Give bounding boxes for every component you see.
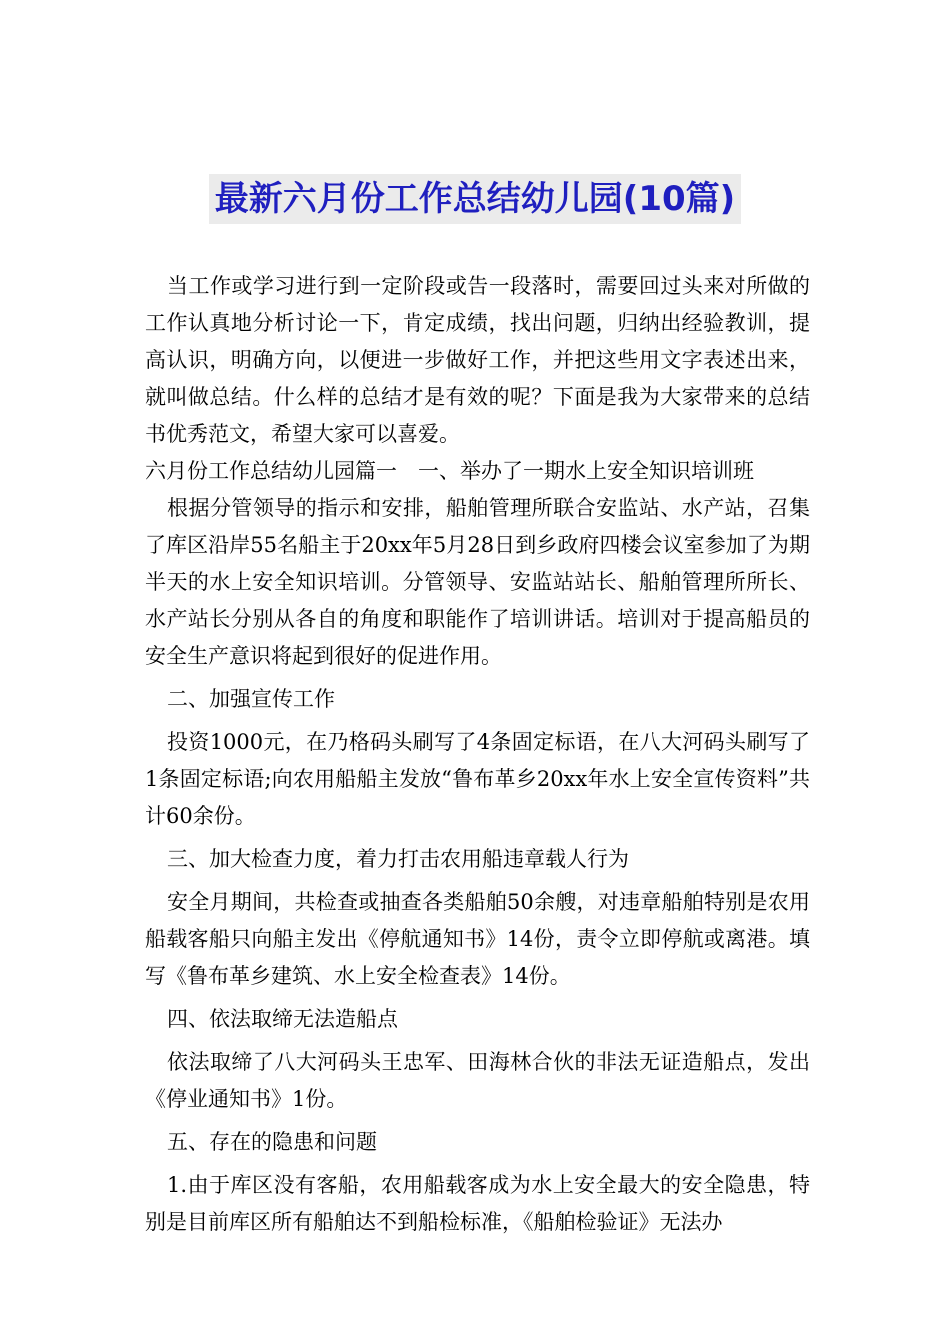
section-heading-3: 三、加大检查力度，着力打击农用船违章载人行为 xyxy=(167,847,630,871)
section-heading-5: 五、存在的隐患和问题 xyxy=(167,1130,378,1154)
paragraph-publicity: 投资1000元，在乃格码头刷写了4条固定标语，在八大河码头刷写了1条固定标语;向农用船船主发放“鲁布革乡20xx年水上安全宣传资料”共计60余份。 xyxy=(145,730,810,828)
section-heading-1: 六月份工作总结幼儿园篇一 一、举办了一期水上安全知识培训班 xyxy=(145,459,754,483)
intro-paragraph: 当工作或学习进行到一定阶段或告一段落时，需要回过头来对所做的工作认真地分析讨论一下，肯定成绩，找出问题，归纳出经验教训，提高认识，明确方向，以便进一步做好工作，并把这些用文字表述出来，就叫做总结。什么样的总结才是有效的呢？下面是我为大家带来的总结书优秀范文，希望大家可以喜爱。 xyxy=(145,274,810,446)
title-container xyxy=(0,174,950,224)
paragraph-hazards: 1.由于库区没有客船，农用船载客成为水上安全最大的安全隐患，特别是目前库区所有船舶达不到船检标准，《船舶检验证》无法办 xyxy=(145,1173,810,1234)
paragraph-training: 根据分管领导的指示和安排，船舶管理所联合安监站、水产站，召集了库区沿岸55名船主于20xx年5月28日到乡政府四楼会议室参加了为期半天的水上安全知识培训。分管领导、安监站站长、船舶管理所所长、水产站长分别从各自的角度和职能作了培训讲话。培训对于提高船员的安全生产意识将起到很好的促进作用。 xyxy=(145,496,810,668)
document-body xyxy=(145,268,810,1241)
section-heading-4: 四、依法取缔无法造船点 xyxy=(167,1007,399,1031)
paragraph-ban: 依法取缔了八大河码头王忠军、田海林合伙的非法无证造船点，发出《停业通知书》1份。 xyxy=(145,1050,810,1111)
document-title: 最新六月份工作总结幼儿园(10篇) xyxy=(209,174,741,224)
section-heading-2: 二、加强宣传工作 xyxy=(167,687,336,711)
paragraph-inspection: 安全月期间，共检查或抽查各类船舶50余艘，对违章船舶特别是农用船载客船只向船主发出《停航通知书》14份，责令立即停航或离港。填写《鲁布革乡建筑、水上安全检查表》14份。 xyxy=(145,890,810,988)
